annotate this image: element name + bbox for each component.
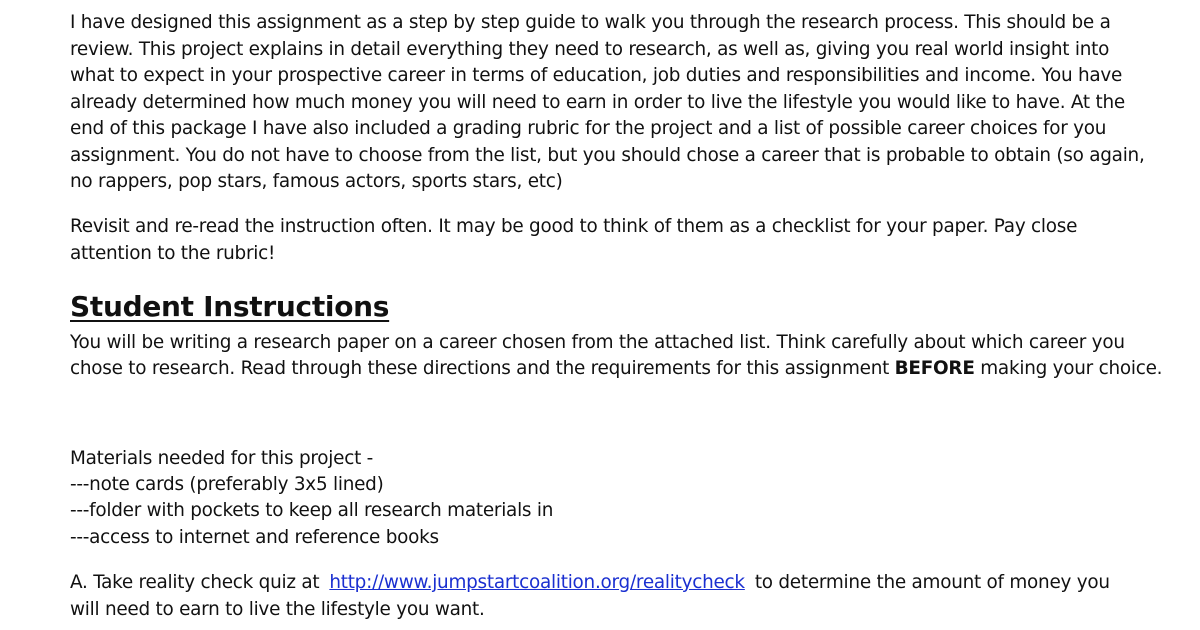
intro-line-4: already determined how much money you will need to earn in order to live the lifestyle you would like to have. At the [70, 92, 1125, 113]
instructions-line-1: You will be writing a research paper on a career chosen from the attached list. Think carefully about which career you [70, 332, 1125, 353]
intro-line-7: no rappers, pop stars, famous actors, sports stars, etc) [70, 171, 563, 192]
intro-line-5: end of this package I have also included a grading rubric for the project and a list of possible career choices for you [70, 118, 1107, 139]
intro-line-1: I have designed this assignment as a step by step guide to walk you through the research process. This should be a [70, 12, 1111, 33]
materials-item-note-cards: ---note cards (preferably 3x5 lined) [70, 474, 384, 495]
before-emphasis: BEFORE [894, 358, 975, 379]
materials-title: Materials needed for this project - [70, 448, 374, 469]
materials-item-folder: ---folder with pockets to keep all research materials in [70, 500, 554, 521]
intro-line-6: assignment. You do not have to choose from the list, but you should chose a career that is probable to obtain (so again, [70, 145, 1145, 166]
intro-line-3: what to expect in your prospective career in terms of education, job duties and responsibilities and income. You have [70, 65, 1123, 86]
materials-item-internet: ---access to internet and reference books [70, 527, 439, 548]
step-a-text: A. Take reality check quiz at [70, 572, 320, 593]
revisit-line-2: attention to the rubric! [70, 243, 276, 264]
instructions-line-2 [70, 356, 1162, 382]
intro-line-2: review. This project explains in detail everything they need to research, as well as, giving you real world insight into [70, 39, 1110, 60]
instructions-line-2-start: chose to research. Read through these directions and the requirements for this assignment [70, 358, 895, 379]
instructions-line-2-end: making your choice. [974, 358, 1163, 379]
student-instructions-heading: Student Instructions [70, 290, 390, 323]
step-a-line-1 [70, 570, 1110, 596]
reality-check-link[interactable]: http://www.jumpstartcoalition.org/realitycheck [329, 572, 745, 593]
revisit-line-1: Revisit and re-read the instruction often. It may be good to think of them as a checklist for your paper. Pay close [70, 216, 1078, 237]
step-a-line-2: will need to earn to live the lifestyle you want. [70, 599, 485, 620]
step-a-text-after: to determine the amount of money you [754, 572, 1110, 593]
